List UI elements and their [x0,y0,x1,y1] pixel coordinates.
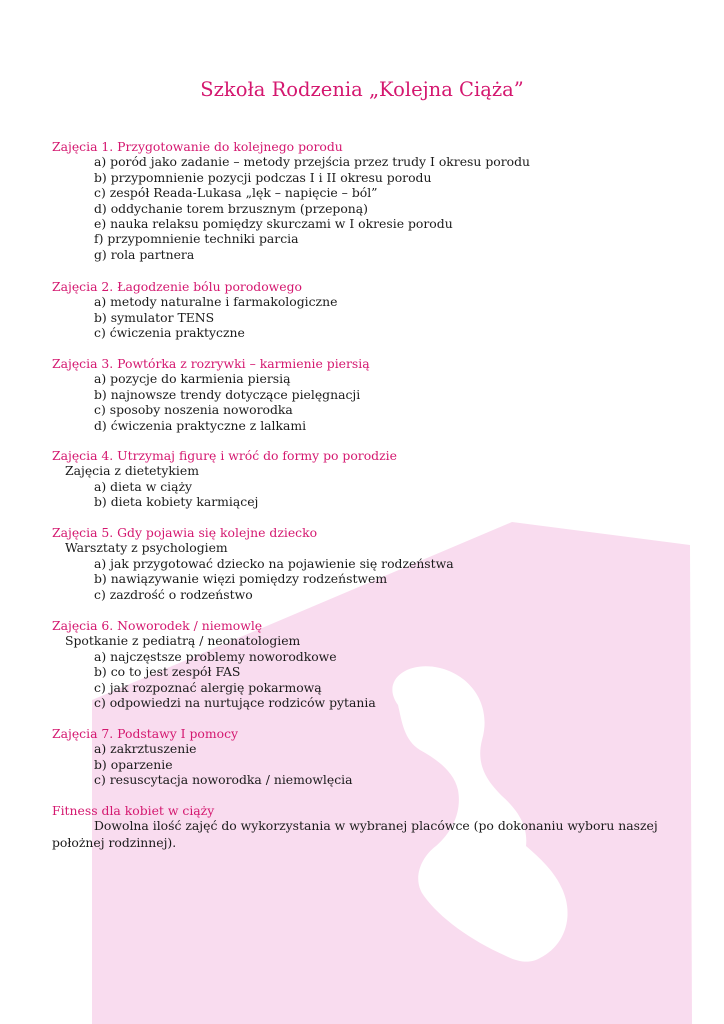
section-5 [52,525,454,602]
section-1 [52,139,530,262]
section-4 [52,448,397,510]
list-item: f) przypomnienie techniki parcia [94,231,299,247]
section-heading: Zajęcia 4. Utrzymaj figurę i wróć do formy po porodzie [52,448,397,463]
list-item: a) zakrztuszenie [94,741,197,757]
section-3 [52,356,370,433]
section-subheading: Spotkanie z pediatrą / neonatologiem [65,633,301,649]
list-item: c) zespół Reada-Lukasa „lęk – napięcie – ból” [94,185,378,201]
list-item: a) poród jako zadanie – metody przejścia przez trudy I okresu porodu [94,154,531,170]
section-subheading: Warsztaty z psychologiem [65,540,228,556]
list-item: e) nauka relaksu pomiędzy skurczami w I okresie porodu [94,215,453,231]
list-item: b) co to jest zespół FAS [94,664,241,680]
list-item: c) ćwiczenia praktyczne [94,325,245,341]
list-item: b) nawiązywanie więzi pomiędzy rodzeństwem [94,571,388,587]
list-item: d) oddychanie torem brzusznym (przeponą) [94,200,368,216]
list-item: b) najnowsze trendy dotyczące pielęgnacji [94,386,361,402]
list-item: a) najczęstsze problemy noworodkowe [94,648,337,664]
section-heading: Zajęcia 7. Podstawy I pomocy [52,726,239,741]
section-7 [52,726,353,788]
list-item: a) jak przygotować dziecko na pojawienie się rodzeństwa [94,555,454,571]
list-item: a) dieta w ciąży [94,478,193,494]
section-heading: Zajęcia 2. Łagodzenie bólu porodowego [52,279,303,294]
list-item: b) przypomnienie pozycji podczas I i II okresu porodu [94,169,432,185]
list-item: c) zazdrość o rodzeństwo [94,586,253,602]
fitness-section [52,803,672,852]
list-item: b) dieta kobiety karmiącej [94,494,259,510]
list-item: g) rola partnera [94,246,195,262]
list-item: b) oparzenie [94,756,173,772]
list-item: c) jak rozpoznać alergię pokarmową [94,679,322,695]
list-item: c) odpowiedzi na nurtujące rodziców pytania [94,694,376,710]
list-item: c) resuscytacja noworodka / niemowlęcia [94,772,353,788]
section-heading: Zajęcia 5. Gdy pojawia się kolejne dziecko [52,525,318,540]
fitness-description: Dowolna ilość zajęć do wykorzystania w wybranej placówce (po dokonaniu wyboru naszej położnej rodzinnej). [52,818,658,850]
page-title: Szkoła Rodzenia „Kolejna Ciąża” [200,78,524,101]
section-heading: Zajęcia 6. Noworodek / niemowlę [52,618,263,633]
list-item: c) sposoby noszenia noworodka [94,402,293,418]
fitness-heading: Fitness dla kobiet w ciąży [52,803,215,818]
section-subheading: Zajęcia z dietetykiem [65,463,199,479]
list-item: d) ćwiczenia praktyczne z lalkami [94,417,307,433]
list-item: a) metody naturalne i farmakologiczne [94,294,338,310]
section-6 [52,618,376,710]
section-heading: Zajęcia 3. Powtórka z rozrywki – karmienie piersią [52,356,370,371]
list-item: b) symulator TENS [94,309,215,325]
section-2 [52,279,337,341]
section-heading: Zajęcia 1. Przygotowanie do kolejnego porodu [52,139,343,154]
list-item: a) pozycje do karmienia piersią [94,371,291,387]
